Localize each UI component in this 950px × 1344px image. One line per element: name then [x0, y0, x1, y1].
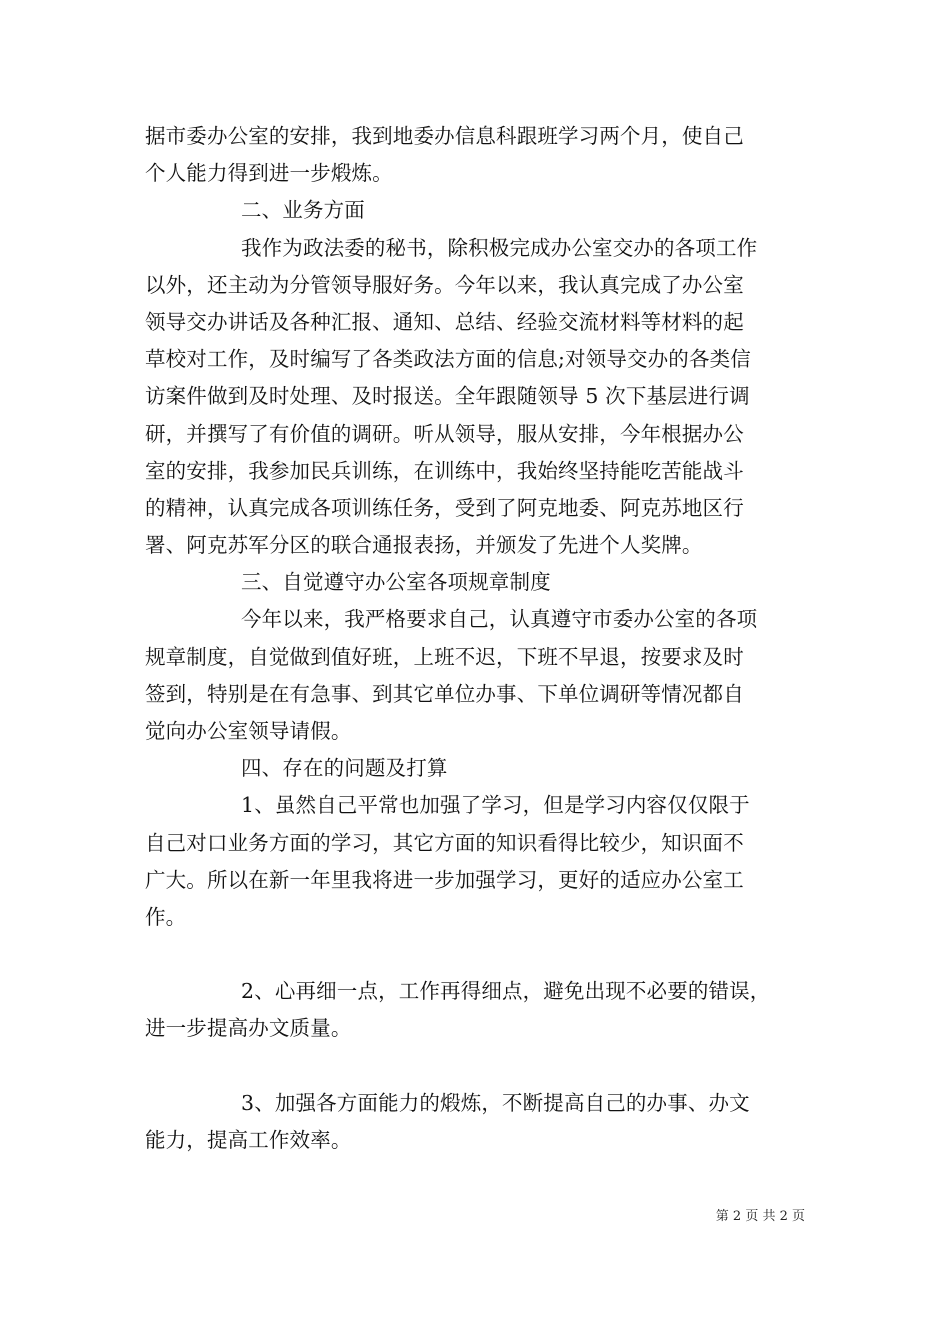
document-line: 三、自觉遵守办公室各项规章制度 — [241, 570, 551, 595]
document-line: 今年以来，我严格要求自己，认真遵守市委办公室的各项 — [241, 607, 758, 632]
document-line: 以外，还主动为分管领导服好务。今年以来，我认真完成了办公室 — [145, 272, 744, 297]
document-line: 研，并撰写了有价值的调研。听从领导，服从安排，今年根据办公 — [145, 421, 744, 446]
document-line: 1、虽然自己平常也加强了学习，但是学习内容仅仅限于 — [241, 793, 750, 818]
document-line: 二、业务方面 — [241, 198, 365, 223]
document-line: 3、加强各方面能力的煅炼，不断提高自己的办事、办文 — [241, 1090, 750, 1115]
paragraph-gap — [145, 1048, 817, 1085]
document-line: 自己对口业务方面的学习，其它方面的知识看得比较少，知识面不 — [145, 830, 744, 855]
document-line: 签到，特别是在有急事、到其它单位办事、下单位调研等情况都自 — [145, 681, 744, 706]
document-line: 我作为政法委的秘书，除积极完成办公室交办的各项工作 — [241, 235, 758, 260]
document-line: 觉向办公室领导请假。 — [145, 719, 352, 743]
document-line: 的精神，认真完成各项训练任务，受到了阿克地委、阿克苏地区行 — [145, 495, 744, 520]
document-line: 草校对工作，及时编写了各类政法方面的信息;对领导交办的各类信 — [145, 347, 751, 372]
document-line: 室的安排，我参加民兵训练，在训练中，我始终坚持能吃苦能战斗 — [145, 458, 744, 483]
paragraph-gap — [145, 936, 817, 973]
document-body — [145, 118, 817, 1159]
document-line: 访案件做到及时处理、及时报送。全年跟随领导 5 次下基层进行调 — [145, 384, 750, 409]
document-line: 个人能力得到进一步煅炼。 — [145, 161, 393, 186]
document-line: 规章制度，自觉做到值好班，上班不迟，下班不早退，按要求及时 — [145, 644, 744, 669]
document-line: 广大。所以在新一年里我将进一步加强学习，更好的适应办公室工 — [145, 867, 744, 892]
document-line: 作。 — [145, 904, 187, 929]
document-line: 领导交办讲话及各种汇报、通知、总结、经验交流材料等材料的起 — [145, 309, 744, 334]
document-line: 进一步提高办文质量。 — [145, 1016, 352, 1041]
document-line: 据市委办公室的安排，我到地委办信息科跟班学习两个月，使自己 — [145, 124, 744, 148]
document-line: 能力，提高工作效率。 — [145, 1127, 352, 1152]
document-line: 署、阿克苏军分区的联合通报表扬，并颁发了先进个人奖牌。 — [145, 533, 703, 558]
document-line: 2、心再细一点，工作再得细点，避免出现不必要的错误， — [241, 979, 771, 1004]
document-line: 四、存在的问题及打算 — [241, 756, 448, 781]
page-number-footer: 第 2 页 共 2 页 — [715, 1209, 805, 1224]
